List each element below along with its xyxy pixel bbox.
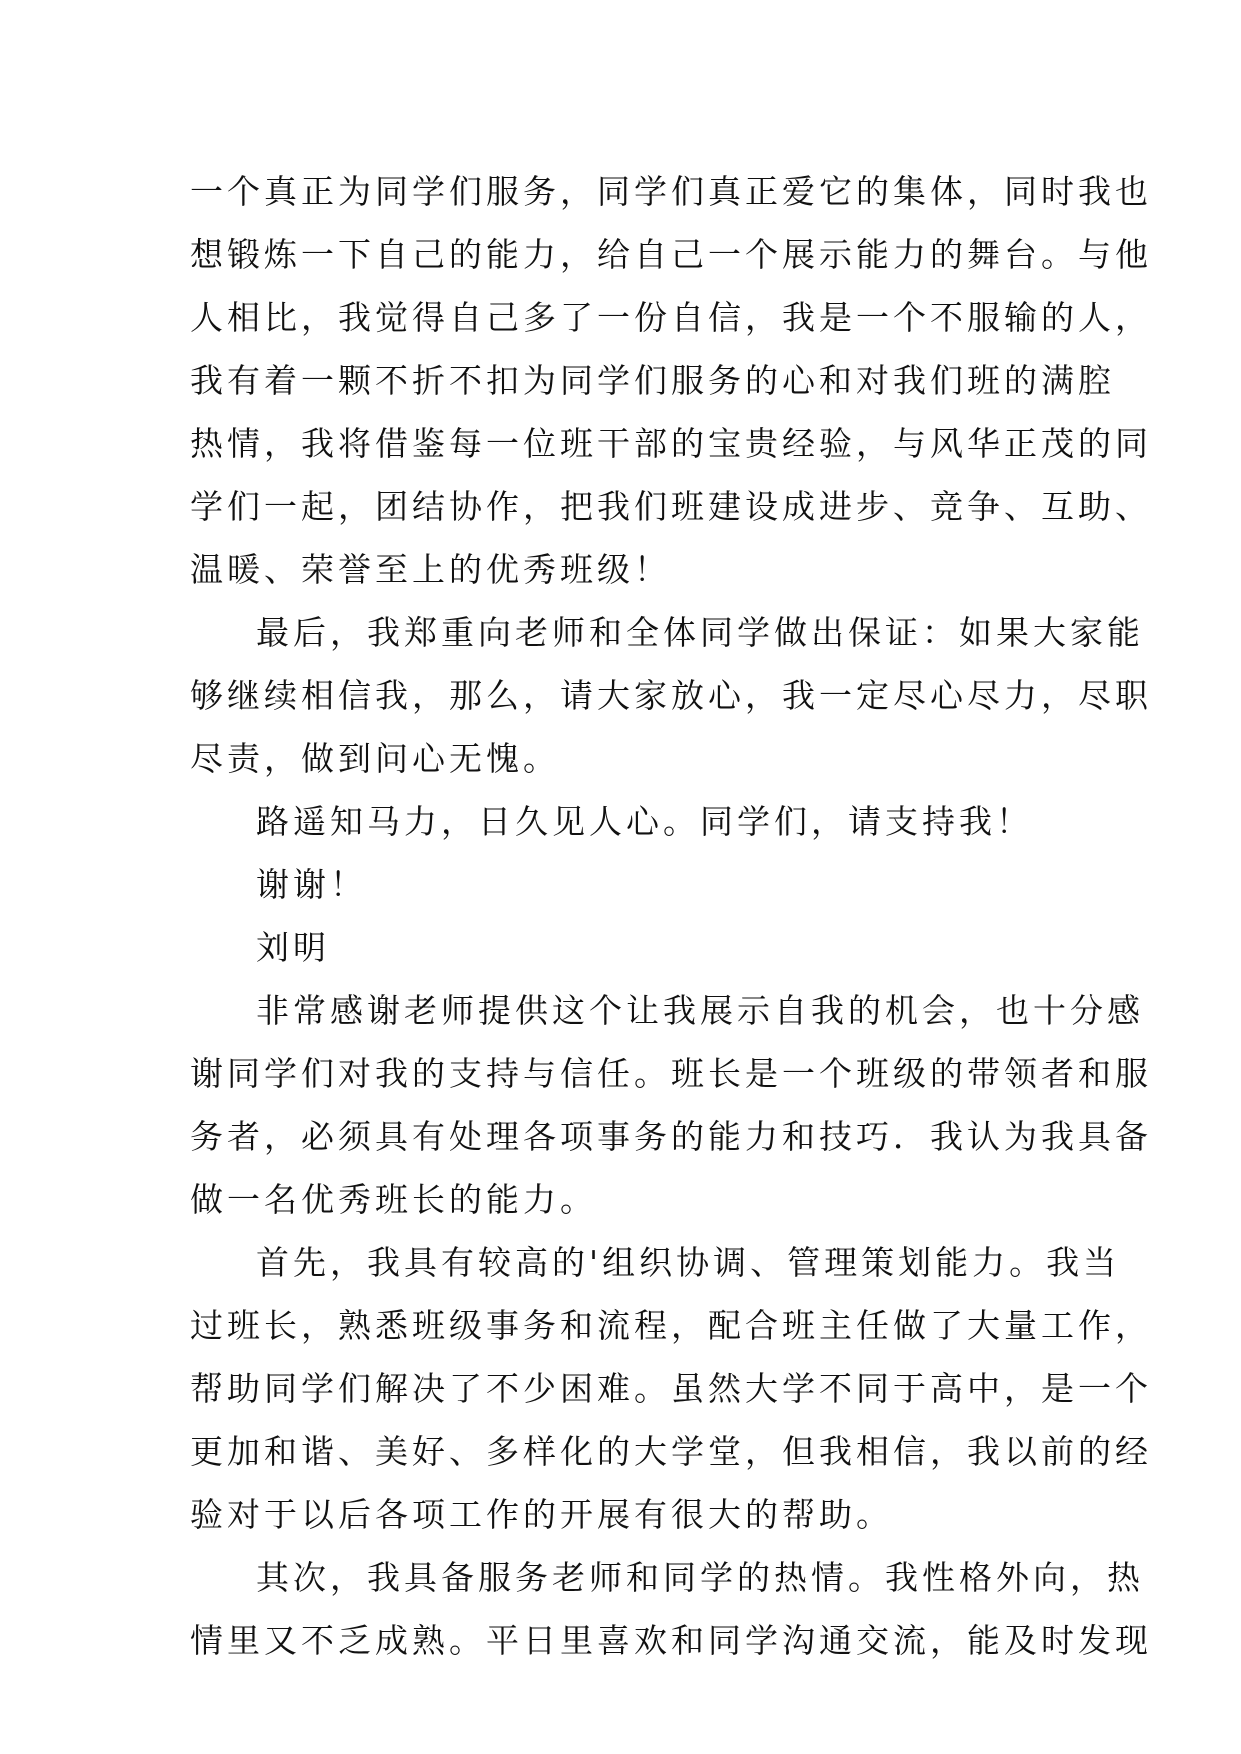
text-line: 人相比，我觉得自己多了一份自信，我是一个不服输的人， [190,298,1152,337]
text-line: 更加和谐、美好、多样化的大学堂，但我相信，我以前的经 [190,1432,1152,1471]
text-line: 我有着一颗不折不扣为同学们服务的心和对我们班的满腔 [190,361,1115,400]
text-line: 够继续相信我，那么，请大家放心，我一定尽心尽力，尽职 [190,676,1152,715]
paragraph-start-line: 其次，我具备服务老师和同学的热情。我性格外向，热 [256,1558,1144,1597]
text-line: 情里又不乏成熟。平日里喜欢和同学沟通交流，能及时发现 [190,1621,1152,1660]
text-line: 热情，我将借鉴每一位班干部的宝贵经验，与风华正茂的同 [190,424,1152,463]
text-line: 验对于以后各项工作的开展有很大的帮助。 [190,1495,893,1534]
text-line: 温暖、荣誉至上的优秀班级！ [190,550,671,589]
text-line: 学们一起，团结协作，把我们班建设成进步、竞争、互助、 [190,487,1152,526]
text-line: 务者，必须具有处理各项事务的能力和技巧．我认为我具备 [190,1117,1152,1156]
text-line: 想锻炼一下自己的能力，给自己一个展示能力的舞台。与他 [190,235,1152,274]
paragraph-start-line: 非常感谢老师提供这个让我展示自我的机会，也十分感 [256,991,1144,1030]
text-line: 做一名优秀班长的能力。 [190,1180,597,1219]
document-body [190,160,1152,1672]
paragraph-start-line: 最后，我郑重向老师和全体同学做出保证：如果大家能 [256,613,1144,652]
text-line: 谢同学们对我的支持与信任。班长是一个班级的带领者和服 [190,1054,1152,1093]
text-line: 帮助同学们解决了不少困难。虽然大学不同于高中，是一个 [190,1369,1152,1408]
text-line: 尽责，做到问心无愧。 [190,739,560,778]
text-line: 过班长，熟悉班级事务和流程，配合班主任做了大量工作， [190,1306,1152,1345]
text-line: 一个真正为同学们服务，同学们真正爱它的集体，同时我也 [190,172,1152,211]
paragraph-start-line: 路遥知马力，日久见人心。同学们，请支持我！ [256,802,1033,841]
thanks-line: 谢谢！ [256,865,367,904]
paragraph-start-line: 首先，我具有较高的'组织协调、管理策划能力。我当 [256,1243,1121,1282]
author-name: 刘明 [256,928,330,967]
